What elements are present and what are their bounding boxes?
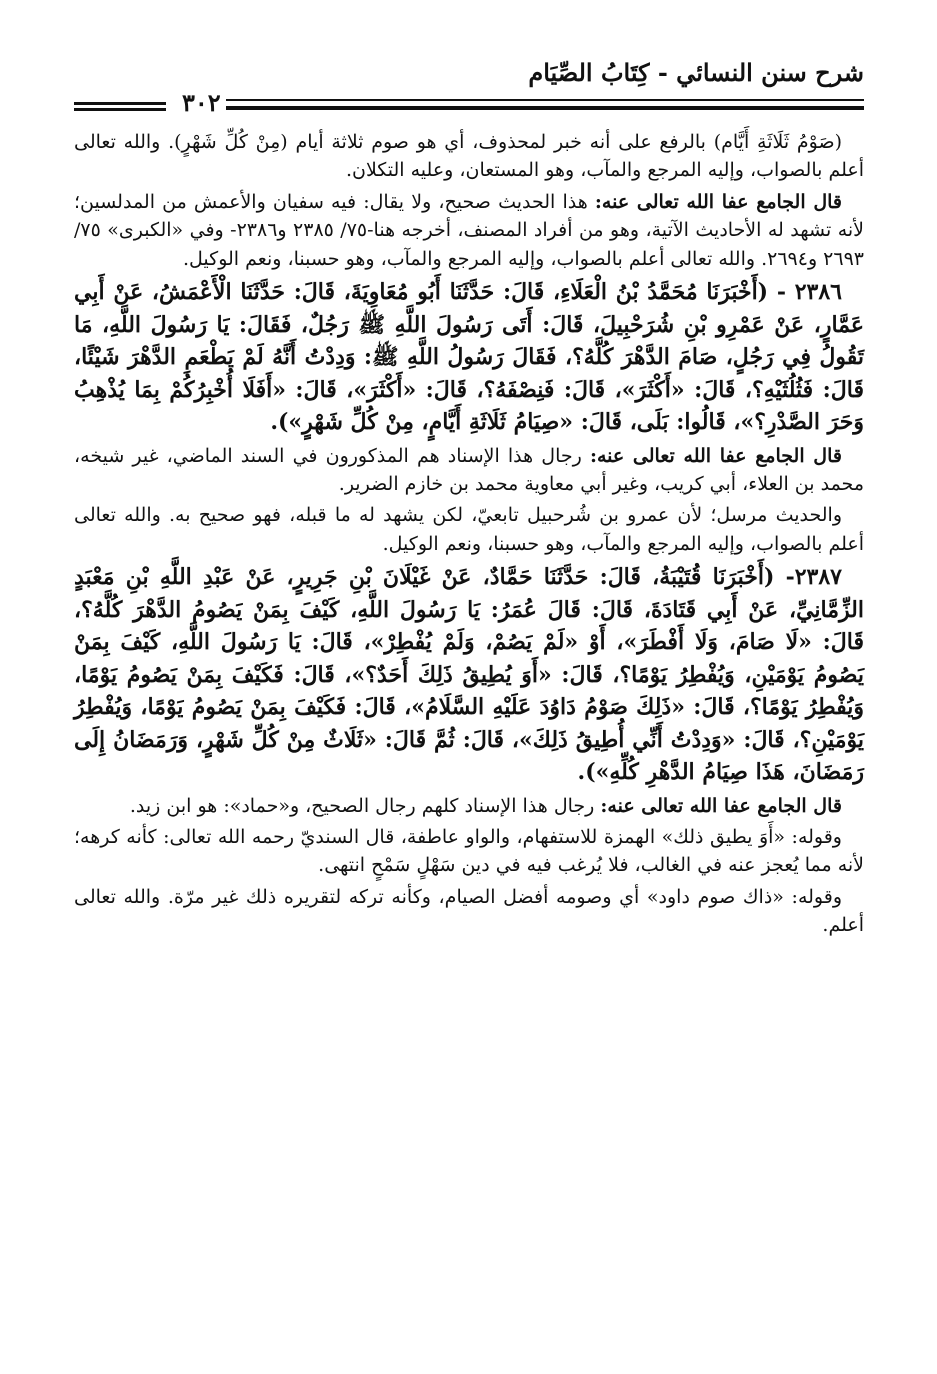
hadith-paragraph — [74, 276, 864, 439]
commentary-text: هذا الحديث صحيح، ولا يقال: فيه سفيان والأعمش من المدلسين؛ لأنه تشهد له الأحاديث الآتية، وهو من أفراد المصنف، أخرجه هنا-٧٥/ ٢٣٨٥ و٢٣٨٦- وفي «الكبرى» ٧٥/ ٢٦٩٣ و٢٦٩٤. والله تعالى أعلم بالصواب، وإليه المرجع والمآب، وهو حسبنا، ونعم الوكيل. — [74, 190, 865, 270]
commentary-paragraph — [74, 128, 864, 185]
commentary-lead: قال الجامع عفا الله تعالى عنه: — [589, 444, 842, 467]
hadith-text: (أَخْبَرَنَا قُتَيْبَةُ، قَالَ: حَدَّثَنَا حَمَّادٌ، عَنْ غَيْلَانَ بْنِ جَرِيرٍ، عَنْ عَبْدِ اللَّهِ بْنِ مَعْبَدٍ الزِّمَّانِيِّ، عَنْ أَبِي قَتَادَةَ، قَالَ: قَالَ عُمَرُ: يَا رَسُولَ اللَّهِ، كَيْفَ بِمَنْ يَصُومُ الدَّهْرَ كُلَّهُ؟، قَالَ: «لَا صَامَ، وَلَا أَفْطَرَ»، أَوْ «لَمْ يَصُمْ، وَلَمْ يُفْطِرْ»، قَالَ: يَا رَسُولَ اللَّهِ، كَيْفَ بِمَنْ يَصُومُ يَوْمَيْنِ، وَيُفْطِرُ يَوْمًا؟، قَالَ: «أَوَ يُطِيقُ ذَلِكَ أَحَدٌ؟»، قَالَ: فَكَيْفَ بِمَنْ يَصُومُ يَوْمًا، وَيُفْطِرُ يَوْمًا؟، قَالَ: «ذَلِكَ صَوْمُ دَاوُدَ عَلَيْهِ السَّلَامُ»، قَالَ: فَكَيْفَ بِمَنْ يَصُومُ يَوْمًا، وَيُفْطِرُ يَوْمَيْنِ؟، قَالَ: «وَدِدْتُ أَنِّي أُطِيقُ ذَلِكَ»، قَالَ: ثُمَّ قَالَ: «ثَلَاثٌ مِنْ كُلِّ شَهْرٍ، وَرَمَضَانُ إِلَى رَمَضَانَ، هَذَا صِيَامُ الدَّهْرِ كُلِّهِ»). — [74, 564, 864, 786]
commentary-paragraph — [74, 883, 864, 940]
running-title: شرح سنن النسائي - كِتَابُ الصِّيَام — [528, 58, 864, 87]
page-number: ٣٠٢ — [182, 88, 221, 117]
commentary-text: وقوله: «ذاك صوم داود» أي وصومه أفضل الصيام، وكأنه تركه لتقريره ذلك غير مرّة. والله تعالى أعلم. — [74, 885, 864, 937]
page-header — [74, 52, 864, 117]
header-rule-double — [226, 99, 864, 108]
hadith-paragraph — [74, 561, 864, 789]
header-rule-thin — [226, 108, 864, 110]
commentary-text: رجال هذا الإسناد كلهم رجال الصحيح، و«حماد»: هو ابن زيد. — [129, 794, 595, 817]
commentary-paragraph — [74, 188, 864, 273]
hadith-number: ٢٣٨٧- — [785, 564, 842, 591]
hadith-text: (أَخْبَرَنَا مُحَمَّدُ بْنُ الْعَلَاءِ، قَالَ: حَدَّثَنَا أَبُو مُعَاوِيَةَ، قَالَ: حَدَّثَنَا الْأَعْمَشُ، عَنْ أَبِي عَمَّارٍ، عَنْ عَمْرِو بْنِ شُرَحْبِيلَ، قَالَ: أَتَى رَسُولَ اللَّهِ ﷺ رَجُلٌ، فَقَالَ: يَا رَسُولَ اللَّهِ، مَا تَقُولُ فِي رَجُلٍ، صَامَ الدَّهْرَ كُلَّهُ؟، فَقَالَ رَسُولُ اللَّهِ ﷺ: وَدِدْتُ أَنَّهُ لَمْ يَطْعَمِ الدَّهْرَ شَيْئًا، قَالَ: فَثُلُثَيْهِ؟، قَالَ: «أَكْثَرَ»، قَالَ: فَنِصْفَهُ؟، قَالَ: «أَكْثَرَ»، قَالَ: «أَفَلَا أُخْبِرُكُمْ بِمَا يُذْهِبُ وَحَرَ الصَّدْرِ؟»، قَالُوا: بَلَى، قَالَ: «صِيَامُ ثَلَاثَةِ أَيَّامٍ، مِنْ كُلِّ شَهْرٍ»). — [74, 279, 864, 436]
commentary-text: (صَوْمُ ثَلَاثَةِ أَيَّام) بالرفع على أنه خبر لمحذوف، أي هو صوم ثلاثة أيام (مِنْ كُلِّ شَهْرٍ). والله تعالى أعلم بالصواب، وإليه المرجع والمآب، وهو المستعان، وعليه التكلان. — [74, 131, 864, 182]
commentary-paragraph — [74, 823, 864, 880]
commentary-paragraph — [74, 501, 864, 558]
commentary-lead: قال الجامع عفا الله تعالى عنه: — [594, 190, 843, 213]
hadith-number: ٢٣٨٦ - — [776, 279, 842, 306]
commentary-lead: قال الجامع عفا الله تعالى عنه: — [600, 794, 842, 817]
commentary-paragraph — [74, 792, 864, 820]
commentary-text: والحديث مرسل؛ لأن عمرو بن شُرحبيل تابعيّ، لكن يشهد له ما قبله، فهو صحيح به. والله تعالى أعلم بالصواب، وإليه المرجع والمآب، وهو حسبنا، ونعم الوكيل. — [74, 504, 864, 555]
commentary-paragraph — [74, 442, 864, 499]
page-body — [74, 128, 864, 943]
header-rule-left — [74, 102, 166, 111]
commentary-text: رجال هذا الإسناد هم المذكورون في السند الماضي، غير شيخه، محمد بن العلاء، أبي كريب، وغير أبي معاوية محمد بن خازم الضرير. — [74, 444, 864, 495]
commentary-text: وقوله: «أَوَ يطيق ذلك» الهمزة للاستفهام، والواو عاطفة، قال السنديّ رحمه الله تعالى: كأنه كرهه؛ لأنه مما يُعجز عنه في الغالب، فلا يُرغب فيه في دين سَهْلٍ سَمْحٍ انتهى. — [74, 826, 864, 877]
